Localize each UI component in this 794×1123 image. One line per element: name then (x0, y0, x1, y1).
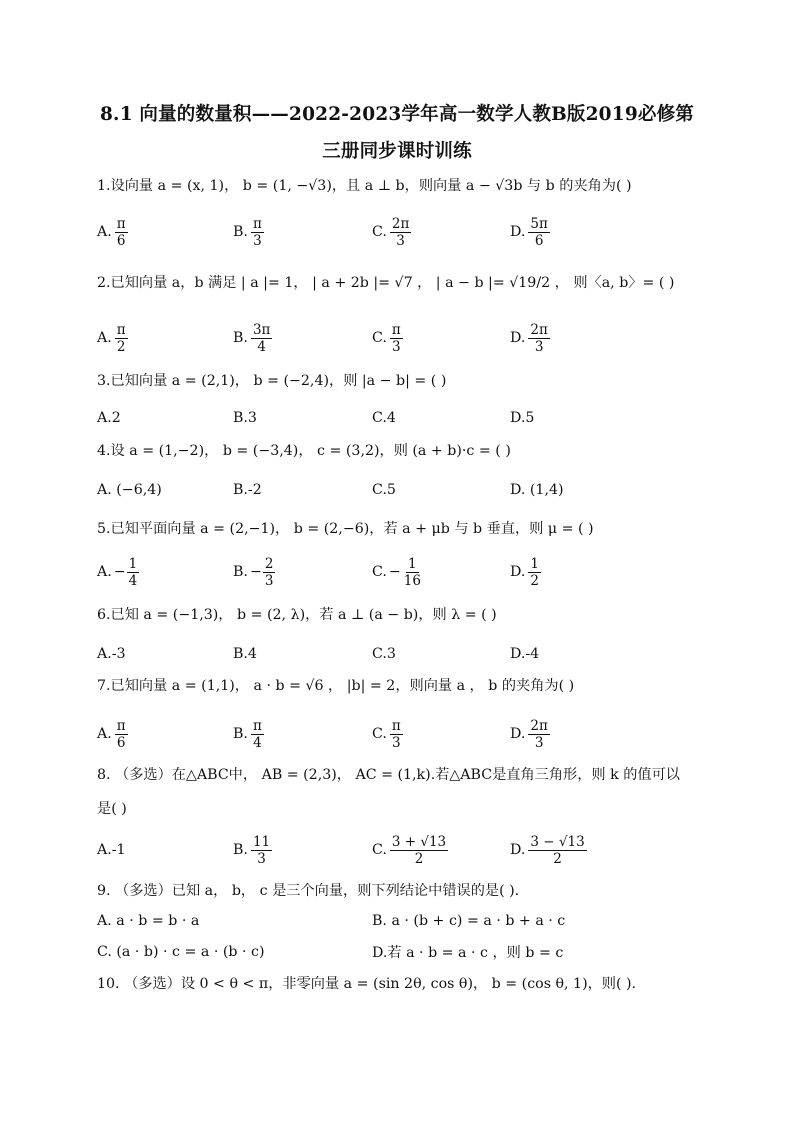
option-d[interactable]: D. $\frac{1}{2}$ (510, 555, 539, 589)
option-c[interactable]: C.4 (372, 410, 396, 426)
question-1-stem: 1.设向量 a = (x, 1)， b = (1, −√3)，且 a ⊥ b，则向量 a − √3b 与 b 的夹角为( ) (97, 178, 632, 194)
option-c[interactable]: C. $\frac{\pi}{3}$ (372, 321, 401, 355)
option-d[interactable]: D. $\frac{2\pi}{3}$ (510, 717, 548, 751)
option-d[interactable]: D. $\frac{2\pi}{3}$ (510, 321, 548, 355)
document-title-line-2: 三册同步课时训练 (322, 141, 472, 162)
option-c[interactable]: C. $\frac{3 + √13}{2}$ (372, 833, 447, 867)
option-b[interactable]: B.3 (233, 410, 257, 426)
question-4-stem: 4.设 a = (1,−2)， b = (−3,4)， c = (3,2)，则 (a + b)·c = ( ) (97, 443, 511, 459)
question-1-options (97, 212, 717, 252)
question-6-stem: 6.已知 a = (−1,3)， b = (2, λ)，若 a ⊥ (a − b)，则 λ = ( ) (97, 607, 497, 623)
option-b[interactable]: B. $\frac{3\pi}{4}$ (233, 321, 271, 355)
option-a[interactable]: A. a · b = b · a (97, 913, 200, 929)
question-2-stem: 2.已知向量 a，b 满足 | a |= 1， | a + 2b |= √7 ， | a − b |= √19/2 ， 则〈a, b〉= ( ) (97, 275, 675, 291)
option-a[interactable]: A.-1 (97, 842, 126, 858)
option-b[interactable]: B. $\frac{11}{3}$ (233, 833, 271, 867)
option-a[interactable]: A. $\frac{\pi}{6}$ (97, 717, 126, 751)
option-a[interactable]: A. − $\frac{1}{4}$ (97, 555, 138, 589)
option-b[interactable]: B. $\frac{\pi}{4}$ (233, 717, 262, 751)
document-title-line-1: 8.1 向量的数量积——2022-2023学年高一数学人教B版2019必修第 (99, 104, 694, 125)
option-a[interactable]: A. $\frac{\pi}{6}$ (97, 215, 126, 249)
option-d[interactable]: D.若 a · b = a · c ，则 b = c (372, 945, 564, 961)
option-a[interactable]: A.2 (97, 410, 121, 426)
question-10-stem: 10. （多选）设 0 < θ < π，非零向量 a = (sin 2θ, cos θ)， b = (cos θ, 1)，则( ). (97, 976, 637, 992)
question-5-options (97, 552, 717, 592)
question-8-stem-line-2: 是( ) (97, 801, 127, 817)
option-d[interactable]: D. $\frac{5\pi}{6}$ (510, 215, 548, 249)
option-b[interactable]: B. $\frac{\pi}{3}$ (233, 215, 262, 249)
option-d[interactable]: D.5 (510, 410, 535, 426)
option-a[interactable]: A.-3 (97, 646, 126, 662)
question-9-options-row-1 (97, 908, 717, 934)
option-c[interactable]: C.5 (372, 482, 396, 498)
question-8-stem-line-1: 8. （多选）在△ABC中， AB = (2,3)， AC = (1,k).若△ABC是直角三角形，则 k 的值可以 (97, 767, 680, 783)
question-9-options-row-2 (97, 939, 717, 965)
option-d[interactable]: D. $\frac{3 - √13}{2}$ (510, 833, 585, 867)
option-c[interactable]: C. $\frac{2\pi}{3}$ (372, 215, 410, 249)
question-3-options (97, 398, 717, 438)
option-c[interactable]: C. − $\frac{1}{16}$ (372, 555, 421, 589)
question-7-stem: 7.已知向量 a = (1,1)， a · b = √6 ， |b| = 2，则向量 a ， b 的夹角为( ) (97, 678, 575, 694)
option-c[interactable]: C. (a · b) · c = a · (b · c) (97, 944, 265, 960)
option-a[interactable]: A. $\frac{\pi}{2}$ (97, 321, 126, 355)
question-8-options (97, 830, 717, 870)
question-2-options (97, 318, 717, 358)
option-b[interactable]: B.-2 (233, 482, 262, 498)
question-3-stem: 3.已知向量 a = (2,1)， b = (−2,4)，则 |a − b| = ( ) (97, 373, 447, 389)
question-7-options (97, 714, 717, 754)
option-c[interactable]: C.3 (372, 646, 396, 662)
option-b[interactable]: B.4 (233, 646, 257, 662)
option-c[interactable]: C. $\frac{\pi}{3}$ (372, 717, 401, 751)
option-d[interactable]: D. (1,4) (510, 482, 564, 498)
question-9-stem: 9. （多选）已知 a， b， c 是三个向量，则下列结论中错误的是( ). (97, 883, 520, 899)
option-d[interactable]: D.-4 (510, 646, 540, 662)
question-6-options (97, 634, 717, 674)
question-4-options (97, 470, 717, 510)
option-a[interactable]: A. (−6,4) (97, 482, 162, 498)
option-b[interactable]: B. − $\frac{2}{3}$ (233, 555, 274, 589)
question-5-stem: 5.已知平面向量 a = (2,−1)， b = (2,−6)，若 a + μb 与 b 垂直，则 μ = ( ) (97, 521, 594, 537)
option-b[interactable]: B. a · (b + c) = a · b + a · c (372, 913, 566, 929)
